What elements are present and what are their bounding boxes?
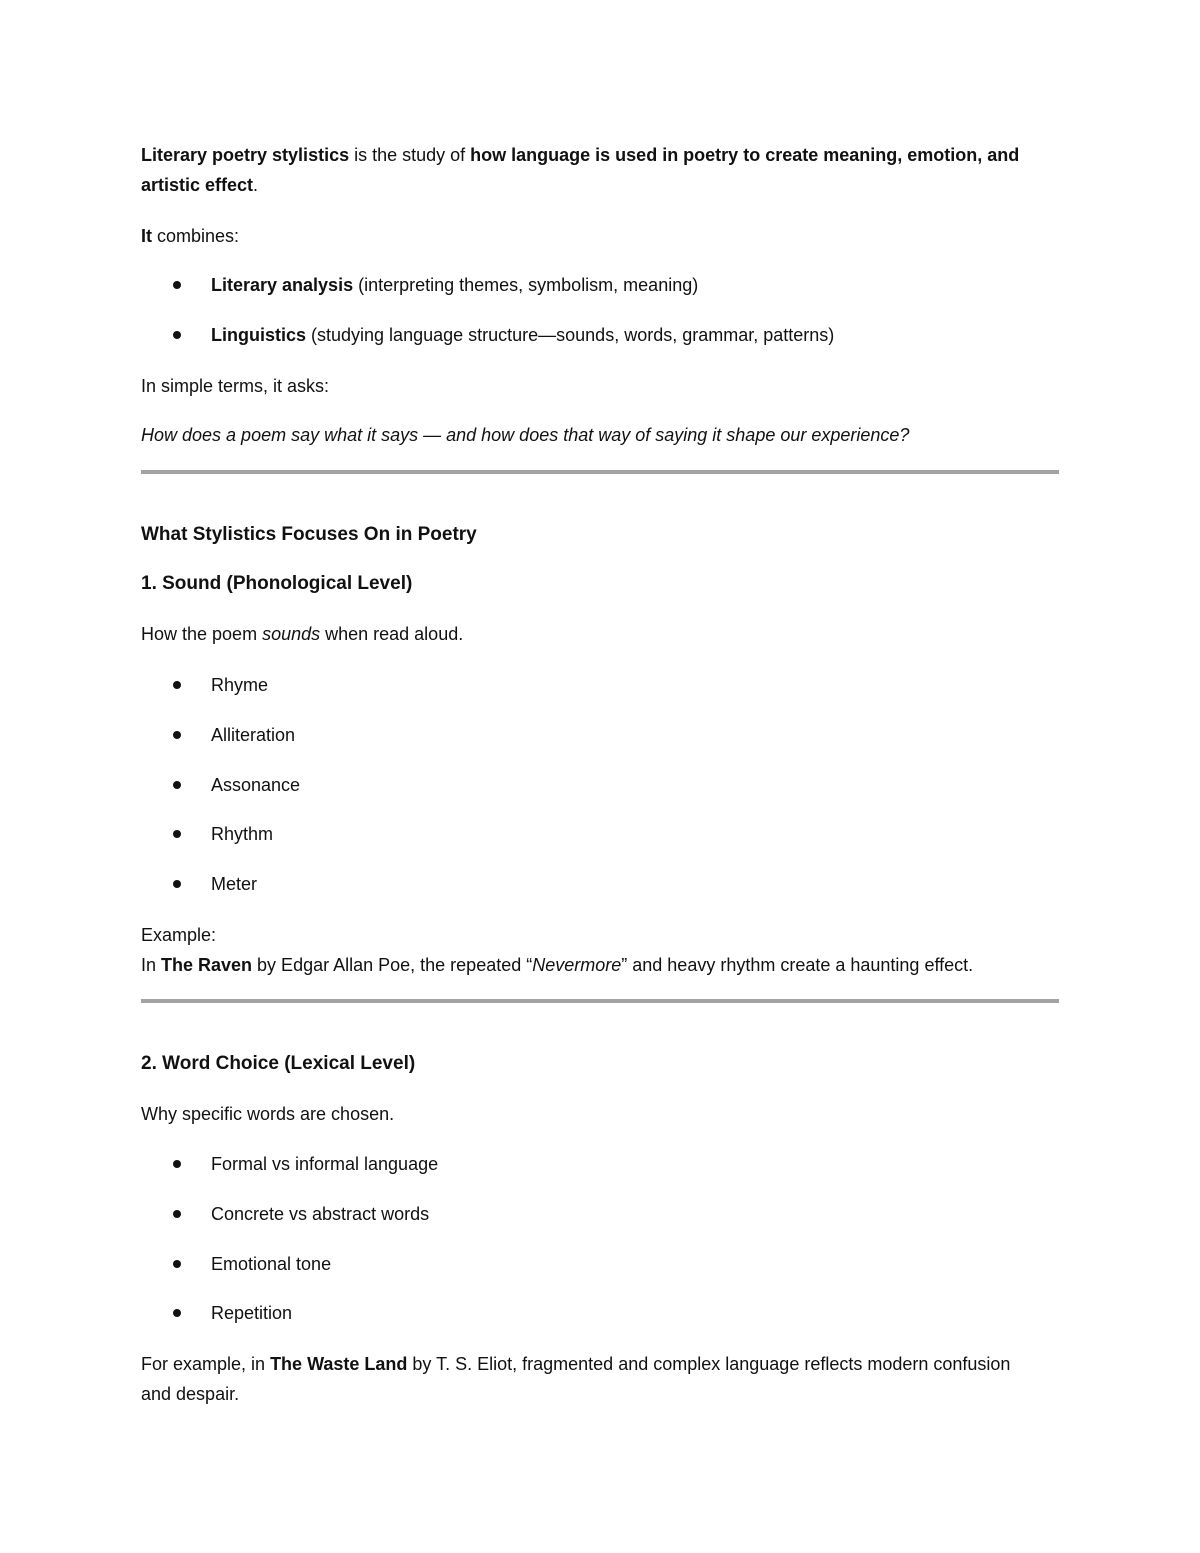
list-item [141,270,1059,300]
horizontal-rule [141,999,1059,1003]
list-item-text: Rhyme [211,675,269,695]
simple-terms-line: In simple terms, it asks: [141,376,330,396]
list-item [141,1249,1059,1279]
intro-mid: is the study of [349,145,471,165]
guiding-question: How does a poem say what it says — and how does that way of saying it shape our experience? [141,425,910,445]
intro-term: Literary poetry stylistics [141,145,350,165]
raven-example-post: ” and heavy rhythm create a haunting effect. [621,955,974,975]
sound-heading: 1. Sound (Phonological Level) [141,573,413,594]
combines-lead-rest: combines: [152,226,240,246]
bullet-icon [173,1160,181,1168]
waste-land-example-pre: For example, in [141,1354,271,1374]
list-item-text: Concrete vs abstract words [211,1204,430,1224]
word-choice-heading: 2. Word Choice (Lexical Level) [141,1053,416,1074]
list-item-term: Literary analysis [211,275,354,295]
combines-lead [141,221,1059,251]
intro-paragraph [141,140,1059,200]
bullet-icon [173,880,181,888]
list-item-text: Alliteration [211,725,296,745]
list-item-text: Emotional tone [211,1254,332,1274]
list-item [141,670,1059,700]
list-item-desc: (interpreting themes, symbolism, meaning) [353,275,699,295]
raven-example-pre: In [141,955,162,975]
bullet-icon [173,1210,181,1218]
bullet-icon [173,281,181,289]
sound-desc-emphasis: sounds [262,624,321,644]
list-item-desc: (studying language structure—sounds, words, grammar, patterns) [306,325,835,345]
list-item [141,1149,1059,1179]
intro-definition: how language is used in poetry to create meaning, emotion, and artistic effect [141,145,1020,195]
list-item-text: Rhythm [211,824,274,844]
bullet-icon [173,731,181,739]
list-item [141,1298,1059,1328]
list-item-text: Formal vs informal language [211,1154,439,1174]
list-item [141,320,1059,350]
raven-example-mid: by Edgar Allan Poe, the repeated “ [252,955,533,975]
word-choice-description: Why specific words are chosen. [141,1104,395,1124]
bullet-icon [173,331,181,339]
list-item-text: Assonance [211,775,301,795]
raven-word: Nevermore [532,955,622,975]
list-item-text: Repetition [211,1303,293,1323]
list-item [141,819,1059,849]
list-item-term: Linguistics [211,325,307,345]
list-item-text: Meter [211,874,258,894]
combines-lead-bold: It [141,226,152,246]
bullet-icon [173,830,181,838]
sound-description [141,619,1059,649]
intro-end: . [253,175,259,195]
raven-title: The Raven [161,955,253,975]
bullet-icon [173,1260,181,1268]
waste-land-example-post: by T. S. Eliot, fragmented and complex language reflects modern confusion and despair. [141,1354,1011,1404]
horizontal-rule [141,470,1059,474]
section-heading: What Stylistics Focuses On in Poetry [141,524,477,545]
bullet-icon [173,781,181,789]
waste-land-title: The Waste Land [270,1354,408,1374]
list-item [141,720,1059,750]
raven-example [141,950,1059,980]
list-item-text [211,270,698,300]
bullet-icon [173,1309,181,1317]
list-item [141,1199,1059,1229]
list-item [141,770,1059,800]
bullet-icon [173,681,181,689]
list-item-text [211,320,834,350]
sound-desc-pre: How the poem [141,624,263,644]
example-label: Example: [141,925,217,945]
list-item [141,869,1059,899]
sound-desc-post: when read aloud. [320,624,464,644]
waste-land-example [141,1349,1021,1409]
